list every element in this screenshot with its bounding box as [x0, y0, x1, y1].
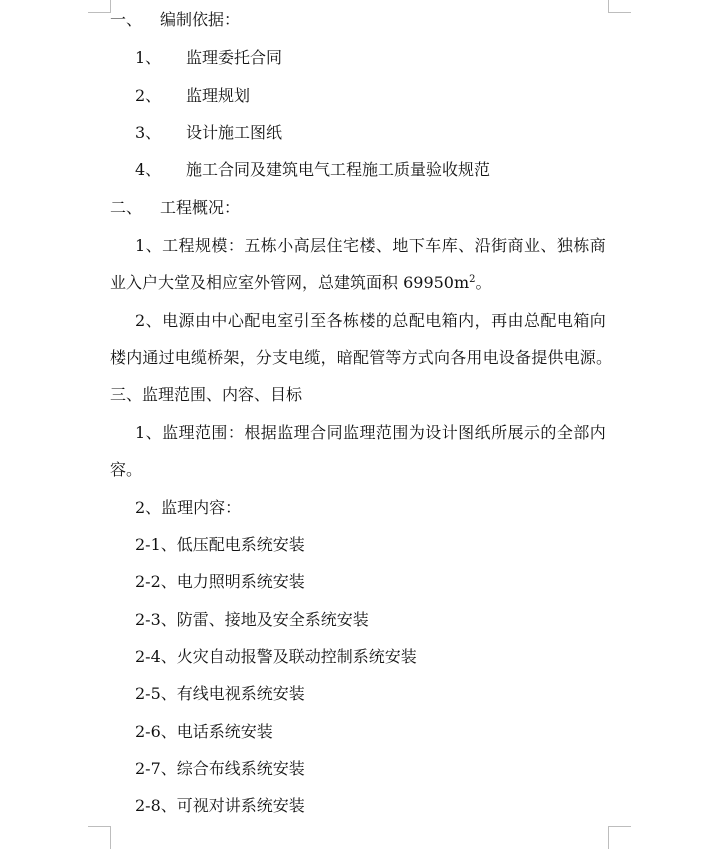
list-item-text: 监理规划	[186, 86, 251, 105]
section-1-number: 一、	[110, 10, 143, 29]
section-2-title: 工程概况：	[160, 198, 241, 217]
crop-mark-top-right	[608, 0, 631, 13]
paragraph-line: 1、监理范围：根据监理合同监理范围为设计图纸所展示的全部内	[135, 423, 607, 442]
section-1-title: 编制依据：	[160, 10, 241, 29]
list-item	[135, 122, 282, 144]
list-item: 2-7、综合布线系统安装	[135, 759, 305, 778]
list-item: 2-6、电话系统安装	[135, 722, 273, 741]
section-2-heading	[110, 197, 240, 219]
list-item: 2-2、电力照明系统安装	[135, 572, 305, 591]
list-item: 2-4、火灾自动报警及联动控制系统安装	[135, 647, 417, 666]
paragraph-line: 1、工程规模：五栋小高层住宅楼、地下车库、沿街商业、独栋商	[135, 236, 607, 255]
paragraph-line: 容。	[110, 460, 143, 479]
list-item: 2-5、有线电视系统安装	[135, 684, 305, 703]
list-item-number: 2、	[135, 86, 162, 105]
section-2-number: 二、	[110, 198, 143, 217]
list-item-number: 4、	[135, 160, 162, 179]
paragraph-line: 2、电源由中心配电室引至各栋楼的总配电箱内，再由总配电箱向	[135, 311, 607, 330]
list-item-text: 监理委托合同	[186, 48, 283, 67]
area-superscript: 2	[469, 274, 476, 285]
list-item: 2-8、可视对讲系统安装	[135, 796, 305, 815]
section-1-heading	[110, 9, 240, 31]
crop-mark-bottom-right	[608, 826, 631, 849]
list-item-text: 施工合同及建筑电气工程施工质量验收规范	[186, 160, 491, 179]
crop-mark-top-left	[88, 0, 111, 13]
list-item-number: 3、	[135, 123, 162, 142]
paragraph-line	[110, 272, 492, 294]
paragraph-line: 楼内通过电缆桥架，分支电缆，暗配管等方式向各用电设备提供电源。	[110, 348, 613, 367]
list-item	[135, 85, 250, 107]
list-item: 2-3、防雷、接地及安全系统安装	[135, 610, 369, 629]
list-item-text: 设计施工图纸	[186, 123, 283, 142]
area-text: 业入户大堂及相应室外管网，总建筑面积 69950m	[110, 273, 470, 292]
list-item	[135, 47, 282, 69]
area-text-end: 。	[475, 273, 492, 292]
list-item	[135, 159, 490, 181]
section-3-heading: 三、监理范围、内容、目标	[110, 385, 303, 404]
subheading: 2、监理内容：	[135, 498, 242, 517]
crop-mark-bottom-left	[88, 826, 111, 849]
list-item-number: 1、	[135, 48, 162, 67]
list-item: 2-1、低压配电系统安装	[135, 535, 305, 554]
